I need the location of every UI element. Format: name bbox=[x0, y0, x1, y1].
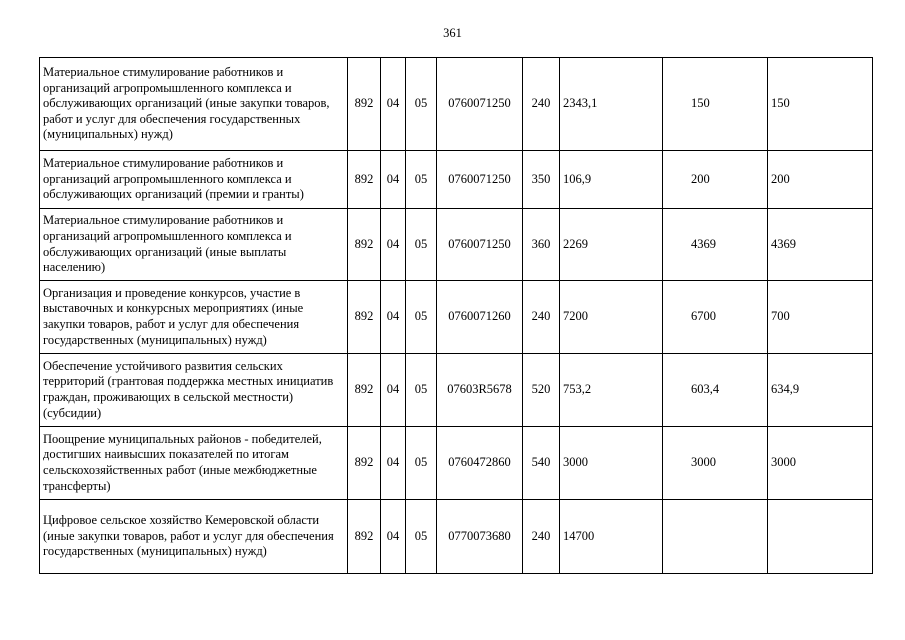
ministry-code: 892 bbox=[348, 427, 381, 500]
amount-year-1: 2343,1 bbox=[560, 58, 663, 151]
amount-year-3: 200 bbox=[768, 151, 873, 209]
subsection-code: 05 bbox=[406, 354, 437, 427]
amount-year-1: 3000 bbox=[560, 427, 663, 500]
target-article-code: 0760071250 bbox=[437, 209, 523, 281]
amount-year-3: 700 bbox=[768, 281, 873, 354]
section-code: 04 bbox=[381, 427, 406, 500]
ministry-code: 892 bbox=[348, 281, 381, 354]
table-row bbox=[40, 209, 873, 281]
table-row bbox=[40, 151, 873, 209]
row-description: Цифровое сельское хозяйство Кемеровской области (иные закупки товаров, работ и услуг для обеспечения государственных (муниципальных) нужд) bbox=[40, 500, 348, 574]
amount-year-2: 4369 bbox=[663, 209, 768, 281]
table-row bbox=[40, 354, 873, 427]
target-article-code: 0760071250 bbox=[437, 151, 523, 209]
amount-year-2: 603,4 bbox=[663, 354, 768, 427]
table-row bbox=[40, 500, 873, 574]
budget-table bbox=[39, 57, 873, 574]
amount-year-3: 150 bbox=[768, 58, 873, 151]
ministry-code: 892 bbox=[348, 500, 381, 574]
subsection-code: 05 bbox=[406, 500, 437, 574]
section-code: 04 bbox=[381, 281, 406, 354]
section-code: 04 bbox=[381, 209, 406, 281]
amount-year-1: 2269 bbox=[560, 209, 663, 281]
row-description: Материальное стимулирование работников и организаций агропромышленного комплекса и обслуживающих организаций (иные выплаты населению) bbox=[40, 209, 348, 281]
target-article-code: 0760071260 bbox=[437, 281, 523, 354]
section-code: 04 bbox=[381, 500, 406, 574]
amount-year-1: 753,2 bbox=[560, 354, 663, 427]
target-article-code: 0770073680 bbox=[437, 500, 523, 574]
row-description: Материальное стимулирование работников и организаций агропромышленного комплекса и обслуживающих организаций (иные закупки товаров, работ и услуг для обеспечения государственных (муниципальных) нужд) bbox=[40, 58, 348, 151]
row-description: Поощрение муниципальных районов - победителей, достигших наивысших показателей по итогам сельскохозяйственных работ (иные межбюджетные трансферты) bbox=[40, 427, 348, 500]
ministry-code: 892 bbox=[348, 354, 381, 427]
row-description: Организация и проведение конкурсов, участие в выставочных и конкурсных мероприятиях (иные закупки товаров, работ и услуг для обеспечения государственных (муниципальных) нужд) bbox=[40, 281, 348, 354]
expense-type-code: 240 bbox=[523, 500, 560, 574]
amount-year-2: 3000 bbox=[663, 427, 768, 500]
subsection-code: 05 bbox=[406, 427, 437, 500]
subsection-code: 05 bbox=[406, 58, 437, 151]
row-description: Материальное стимулирование работников и организаций агропромышленного комплекса и обслуживающих организаций (премии и гранты) bbox=[40, 151, 348, 209]
amount-year-1: 106,9 bbox=[560, 151, 663, 209]
section-code: 04 bbox=[381, 58, 406, 151]
amount-year-3 bbox=[768, 500, 873, 574]
amount-year-2: 200 bbox=[663, 151, 768, 209]
amount-year-2: 6700 bbox=[663, 281, 768, 354]
page-number: 361 bbox=[443, 26, 462, 40]
subsection-code: 05 bbox=[406, 209, 437, 281]
expense-type-code: 350 bbox=[523, 151, 560, 209]
row-description: Обеспечение устойчивого развития сельских территорий (грантовая поддержка местных инициатив граждан, проживающих в сельской местности) (субсидии) bbox=[40, 354, 348, 427]
section-code: 04 bbox=[381, 151, 406, 209]
amount-year-1: 7200 bbox=[560, 281, 663, 354]
expense-type-code: 520 bbox=[523, 354, 560, 427]
table-row bbox=[40, 281, 873, 354]
expense-type-code: 240 bbox=[523, 281, 560, 354]
target-article-code: 07603R5678 bbox=[437, 354, 523, 427]
ministry-code: 892 bbox=[348, 151, 381, 209]
expense-type-code: 360 bbox=[523, 209, 560, 281]
expense-type-code: 540 bbox=[523, 427, 560, 500]
ministry-code: 892 bbox=[348, 209, 381, 281]
subsection-code: 05 bbox=[406, 151, 437, 209]
section-code: 04 bbox=[381, 354, 406, 427]
amount-year-3: 4369 bbox=[768, 209, 873, 281]
subsection-code: 05 bbox=[406, 281, 437, 354]
expense-type-code: 240 bbox=[523, 58, 560, 151]
table-row bbox=[40, 58, 873, 151]
amount-year-2: 150 bbox=[663, 58, 768, 151]
target-article-code: 0760071250 bbox=[437, 58, 523, 151]
target-article-code: 0760472860 bbox=[437, 427, 523, 500]
table-row bbox=[40, 427, 873, 500]
amount-year-3: 634,9 bbox=[768, 354, 873, 427]
amount-year-3: 3000 bbox=[768, 427, 873, 500]
ministry-code: 892 bbox=[348, 58, 381, 151]
amount-year-2 bbox=[663, 500, 768, 574]
amount-year-1: 14700 bbox=[560, 500, 663, 574]
